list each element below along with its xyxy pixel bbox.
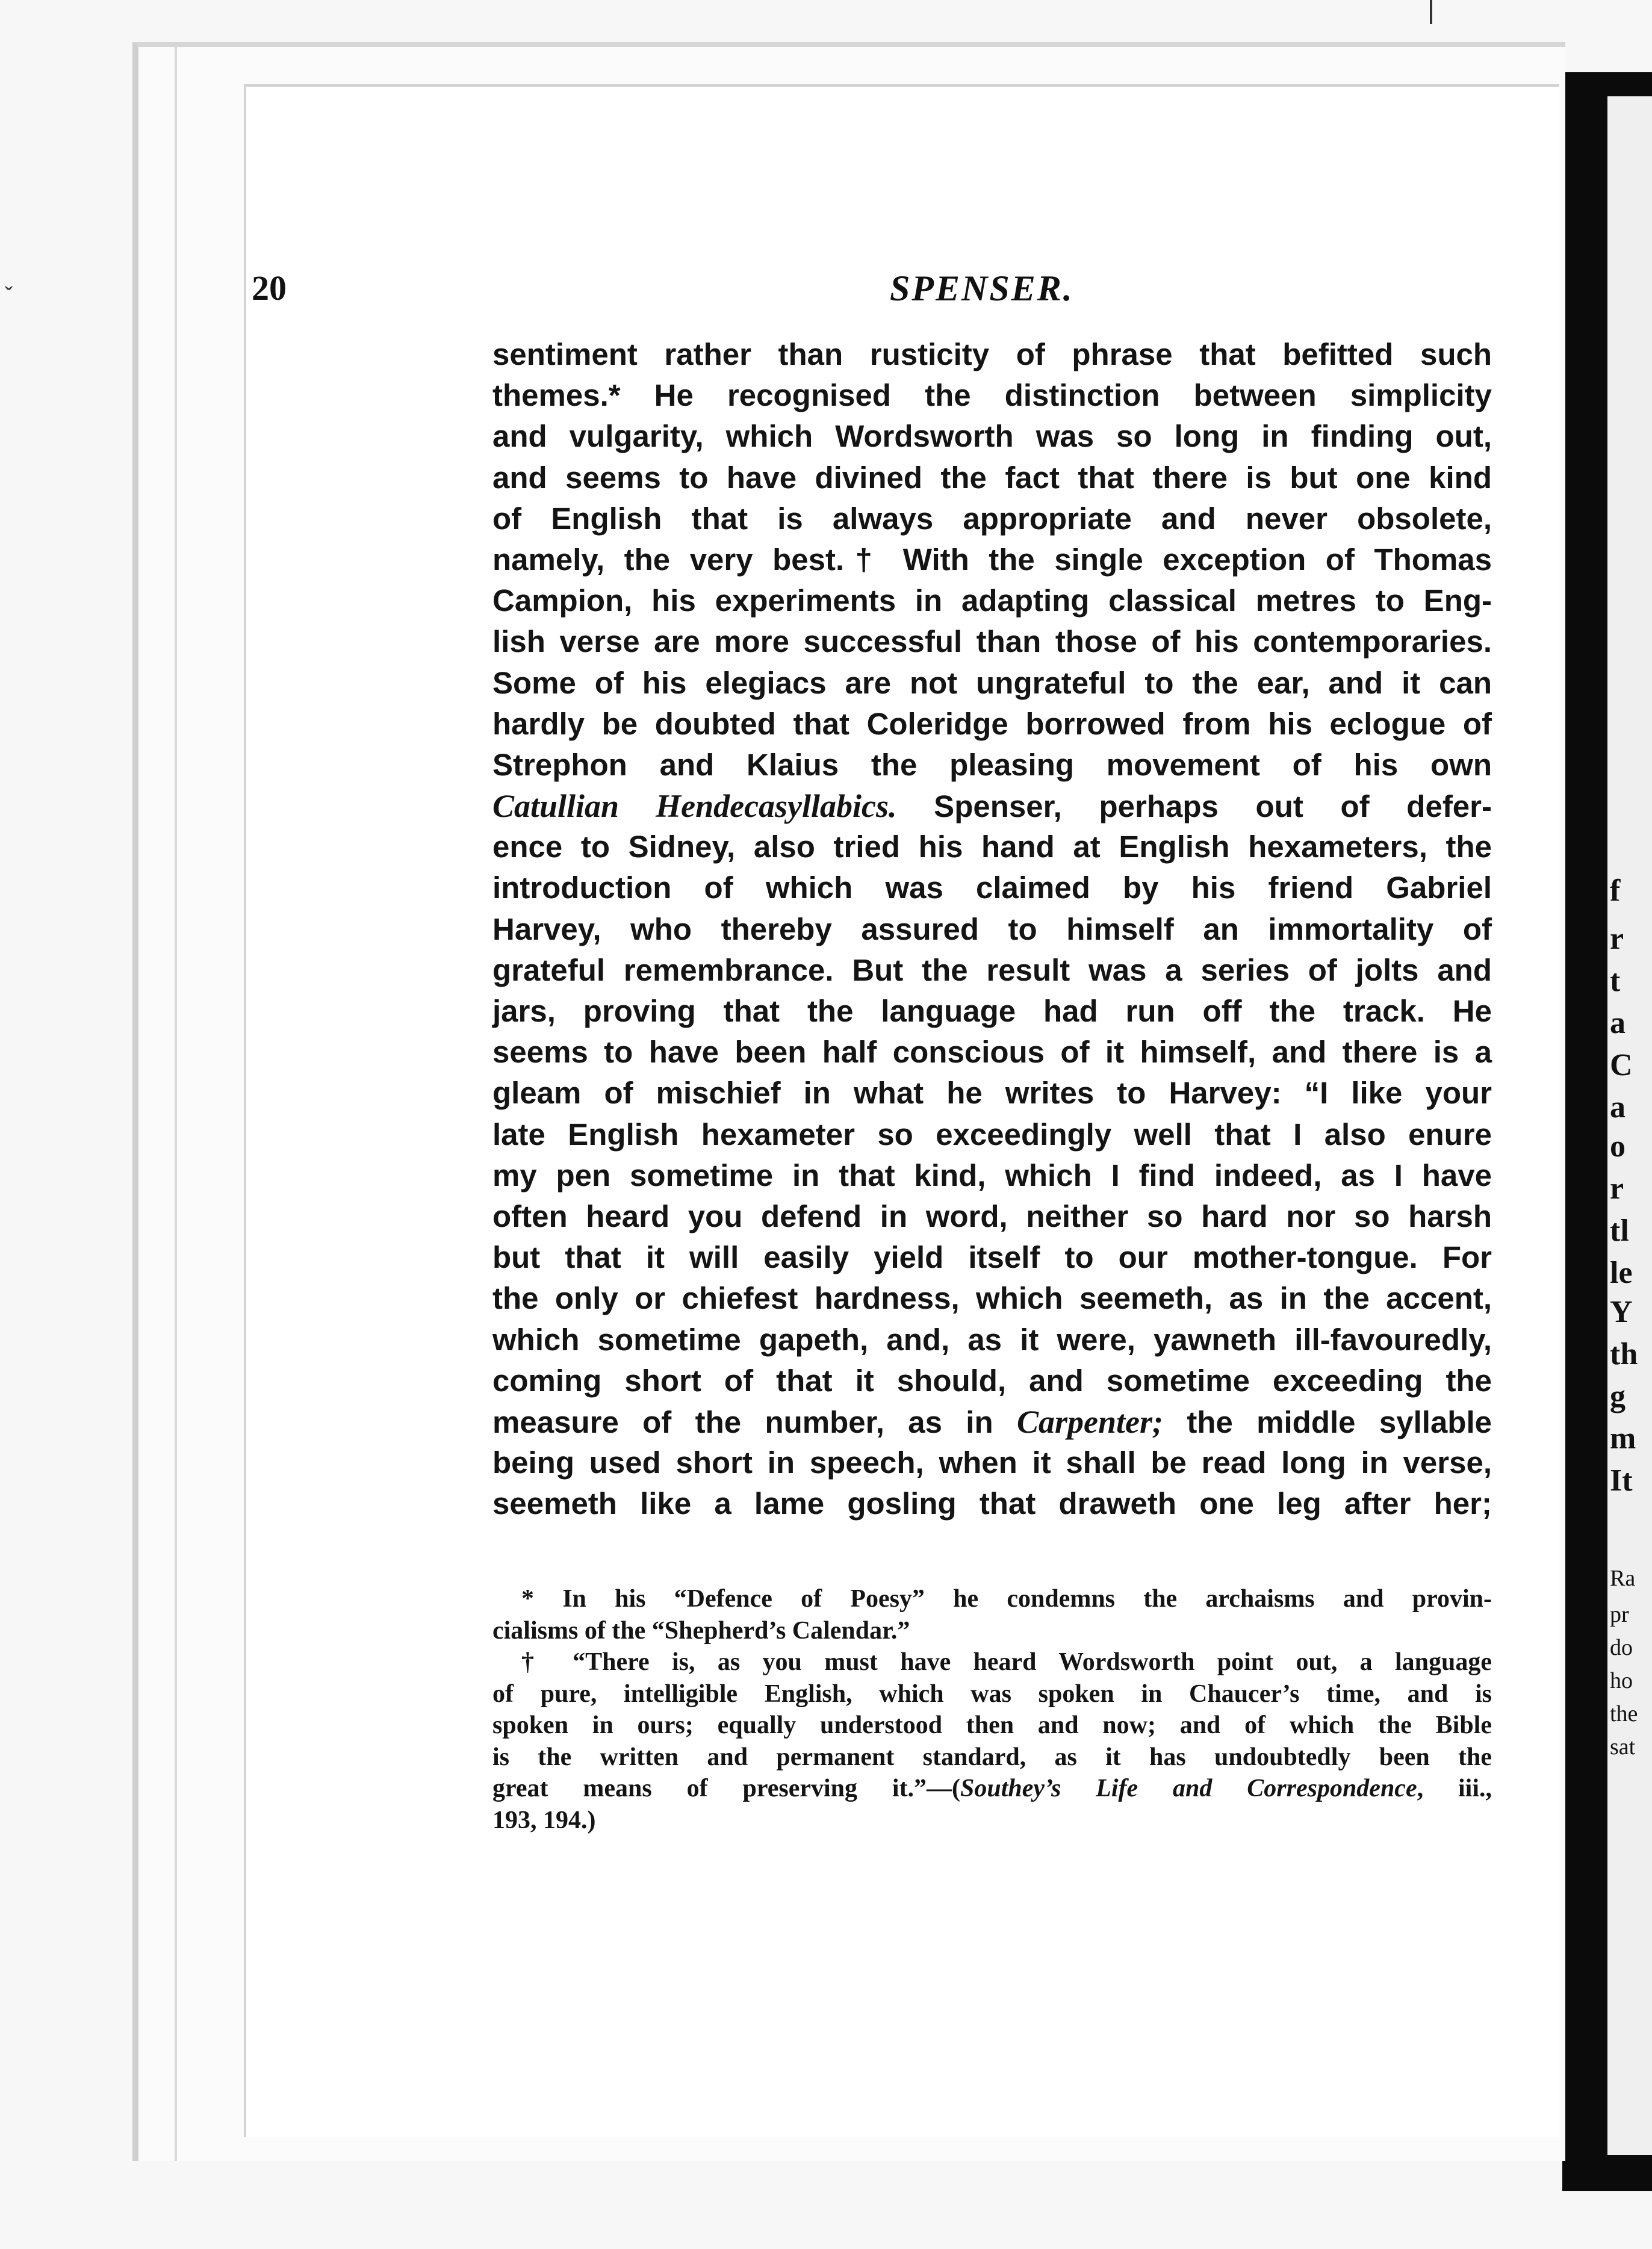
scan-mark [1430, 0, 1432, 24]
footnotes [492, 1583, 1492, 1836]
adjacent-page-fragment: sat [1610, 1734, 1636, 1760]
body-line: Strephon and Klaius the pleasing movement of his own [492, 747, 1492, 782]
body-line: and seems to have divined the fact that there is but one kind [492, 460, 1492, 495]
footnote-line: 193, 194.) [492, 1806, 596, 1834]
body-line: lish verse are more successful than those of his contemporaries. [492, 624, 1492, 659]
body-line: being used short in speech, when it shall be read long in verse, [492, 1445, 1492, 1480]
body-line: introduction of which was claimed by his friend Gabriel [492, 870, 1492, 905]
footnote-line: spoken in ours; equally understood then and now; and of which the Bible [492, 1711, 1492, 1739]
body-line: my pen sometime in that kind, which I find indeed, as I have [492, 1158, 1492, 1193]
page-header [252, 268, 1504, 316]
adjacent-page-fragment: le [1610, 1256, 1633, 1290]
footnote-line: cialisms of the “Shepherd’s Calendar.” [492, 1616, 910, 1645]
footnote-line: great means of preserving it.”—(Southey’s Life and Correspondence, iii., [492, 1775, 1492, 1802]
body-line: sentiment rather than rusticity of phrase that befitted such [492, 337, 1492, 371]
footnote-line: † “There is, as you must have heard Wordsworth point out, a language [521, 1648, 1492, 1676]
running-title: SPENSER. [890, 268, 1074, 308]
adjacent-page-fragment: the [1610, 1701, 1638, 1726]
body-line: ence to Sidney, also tried his hand at English hexameters, the [492, 830, 1492, 864]
adjacent-page-fragment: ho [1610, 1668, 1633, 1693]
adjacent-page-fragment: r [1610, 922, 1624, 956]
adjacent-page-fragment: Y [1610, 1295, 1633, 1329]
body-line: which sometime gapeth, and, as it were, yawneth ill-favouredly, [492, 1322, 1492, 1357]
body-line: themes.* He recognised the distinction between simplicity [492, 378, 1492, 413]
adjacent-page-fragment: t [1610, 964, 1621, 998]
body-line: of English that is always appropriate and never obsolete, [492, 501, 1492, 536]
footnote-line: * In his “Defence of Poesy” he condemns the archaisms and provin- [521, 1585, 1492, 1613]
body-line: seemeth like a lame gosling that draweth one leg after her; [492, 1486, 1492, 1521]
body-line: the only or chiefest hardness, which seemeth, as in the accent, [492, 1281, 1492, 1316]
adjacent-page-fragment: a [1610, 1006, 1626, 1040]
italic-phrase: Catullian Hendecasyllabics. [492, 788, 897, 825]
footnote-line: of pure, intelligible English, which was spoken in Chaucer’s time, and is [492, 1680, 1492, 1708]
adjacent-page-fragment: r [1610, 1171, 1624, 1206]
adjacent-page-fragment: th [1610, 1337, 1638, 1371]
body-line: Catullian Hendecasyllabics. Spenser, perhaps out of defer- [492, 788, 1492, 825]
adjacent-page-fragment: m [1610, 1421, 1636, 1456]
adjacent-page-fragment: f [1610, 873, 1621, 908]
body-text [492, 334, 1492, 1524]
footnote-line: is the written and permanent standard, as it has undoubtedly been the [492, 1743, 1492, 1771]
italic-phrase: Carpenter; [1016, 1403, 1163, 1440]
adjacent-page-fragment: pr [1610, 1602, 1629, 1627]
page-stack-line [175, 47, 177, 2161]
body-line: often heard you defend in word, neither so hard nor so harsh [492, 1199, 1492, 1233]
body-line: but that it will easily yield itself to our mother-tongue. For [492, 1240, 1492, 1275]
adjacent-page-fragment: It [1610, 1463, 1633, 1498]
adjacent-page-fragment: C [1610, 1048, 1633, 1082]
adjacent-page-fragment: do [1610, 1635, 1633, 1660]
body-line: Some of his elegiacs are not ungrateful to the ear, and it can [492, 665, 1492, 700]
body-line: and vulgarity, which Wordsworth was so long in finding out, [492, 419, 1492, 454]
adjacent-page-edge [1607, 96, 1652, 2155]
body-line: hardly be doubted that Coleridge borrowed from his eclogue of [492, 706, 1492, 741]
adjacent-page-fragment: Ra [1610, 1566, 1636, 1591]
body-line: grateful remembrance. But the result was a series of jolts and [492, 952, 1492, 987]
adjacent-page-fragment: g [1610, 1379, 1626, 1413]
body-line: coming short of that it should, and sometime exceeding the [492, 1363, 1492, 1398]
page-number: 20 [252, 268, 287, 308]
adjacent-page-fragment: o [1610, 1129, 1626, 1164]
body-line: namely, the very best.† With the single exception of Thomas [492, 542, 1492, 577]
scan-speck: ˇ [5, 283, 13, 309]
body-line: Campion, his experiments in adapting classical metres to Eng- [492, 583, 1492, 618]
body-line: Harvey, who thereby assured to himself an immortality of [492, 911, 1492, 946]
body-line: late English hexameter so exceedingly well that I also enure [492, 1117, 1492, 1152]
adjacent-page-fragment: a [1610, 1090, 1626, 1124]
body-line: jars, proving that the language had run off the track. He [492, 994, 1492, 1028]
adjacent-page-fragment: tl [1610, 1214, 1629, 1248]
body-line: measure of the number, as in Carpenter; the middle syllable [492, 1403, 1492, 1440]
body-line: gleam of mischief in what he writes to Harvey: “I like your [492, 1076, 1492, 1111]
citation-title: Southey’s Life and Correspondence [960, 1775, 1417, 1802]
body-line: seems to have been half conscious of it himself, and there is a [492, 1035, 1492, 1070]
